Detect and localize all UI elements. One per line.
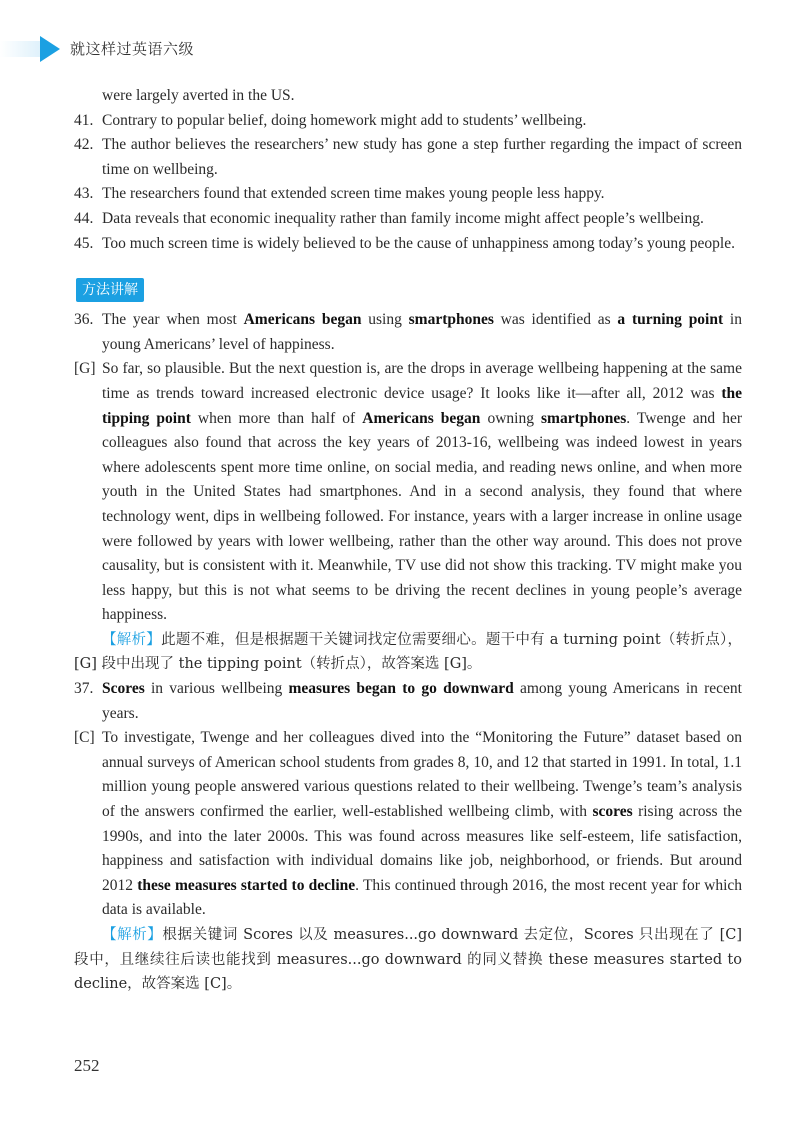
section-tag: 方法讲解: [76, 278, 144, 302]
analysis-label: 【解析】: [102, 631, 162, 648]
passage-g: [G] So far, so plausible. But the next question is, are the drops in average wellbeing happening at the same time as trends toward increased electronic device usage? It looks like it—after all, 2012 was the tipping point when more than half of Americans began owning smartphones. Twenge and her colleagues also found that across the key years of 2013-16, wellbeing was indeed lowest in years where adolescents spent more time online, on social media, and reading news online, and when more youth in the United States had smartphones. And in a second analysis, they found that where technology went, dips in wellbeing followed. For instance, years with a larger increase in online usage were followed by years with lower wellbeing, rather than the other way around. This does not prove causality, but is consistent with it. Meanwhile, TV use did not show this tracking. TV might make you less happy, but this is not what seems to be driving the recent declines in young people’s average happiness.: [74, 360, 743, 624]
analysis-label: 【解析】: [102, 927, 163, 943]
question-43: 43. The researchers found that extended screen time makes young people less happy.: [74, 185, 605, 203]
analysis-36: 【解析】此题不难，但是根据题干关键词找定位需要细心。题干中有 a turning point（转折点），[G] 段中出现了 the tipping point（转折点），故答案选 [G]。: [74, 631, 743, 673]
question-45: 45. Too much screen time is widely believed to be the cause of unhappiness among today’s young people.: [74, 234, 735, 252]
question-41: 41. Contrary to popular belief, doing homework might add to students’ wellbeing.: [74, 111, 587, 129]
question-44: 44. Data reveals that economic inequality rather than family income might affect people’s wellbeing.: [74, 209, 704, 227]
question-42: 42. The author believes the researchers’ new study has gone a step further regarding the impact of screen time on wellbeing.: [74, 136, 742, 178]
page-header: [0, 34, 260, 66]
passage-c: [C] To investigate, Twenge and her colleagues dived into the “Monitoring the Future” dataset based on annual surveys of American school students from grades 8, 10, and 12 that started in 1991. In total, 1.1 million young people answered various questions related to their wellbeing. Twenge’s team’s analysis of the answers confirmed the earlier, well-established wellbeing climb, with scores rising across the 1990s, and into the later 2000s. This was found across measures like self-esteem, life satisfaction, happiness and satisfaction with individual domains like job, neighborhood, or friends. But around 2012 these measures started to decline. This continued through 2016, the most recent year for which data is available.: [74, 729, 743, 919]
page-number: 252: [74, 1056, 100, 1075]
play-triangle-icon: [40, 36, 60, 62]
page-content: [74, 84, 742, 997]
question-continuation: were largely averted in the US.: [102, 87, 295, 104]
book-title: 就这样过英语六级: [70, 40, 195, 58]
header-gradient-bar: [0, 41, 40, 57]
analysis-37: 【解析】根据关键词 Scores 以及 measures...go downward 去定位，Scores 只出现在了 [C] 段中，且继续往后读也能找到 measures...go downward 的同义替换 these measures started to decline，故答案选 [C]。: [74, 927, 743, 993]
question-37: 37. Scores in various wellbeing measures began to go downward among young Americans in recent years.: [74, 680, 742, 722]
question-36: 36. The year when most Americans began using smartphones was identified as a turning point in young Americans’ level of happiness.: [74, 311, 742, 353]
